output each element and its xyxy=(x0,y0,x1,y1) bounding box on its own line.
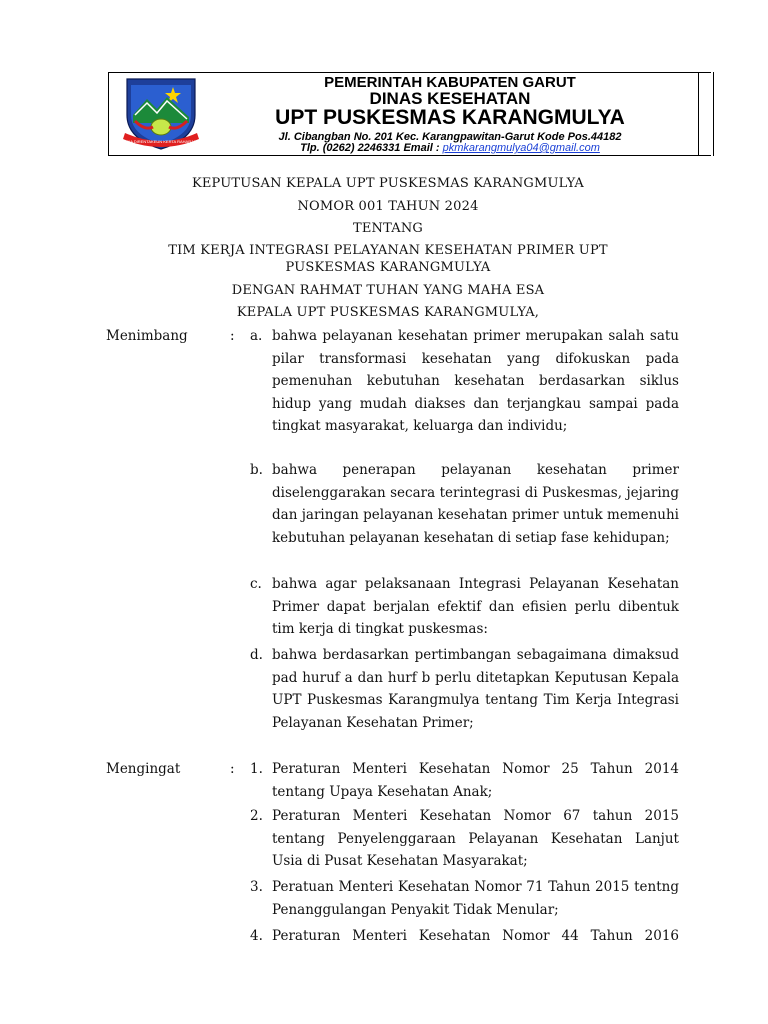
mengingat-label: Mengingat xyxy=(106,761,181,777)
logo-motto: DIA DIRENTAKEUN KERTA RAHARJA xyxy=(126,139,196,144)
mengingat-marker-2: 2. xyxy=(250,808,263,824)
email-link[interactable]: pkmkarangmulya04@gmail.com xyxy=(442,142,600,154)
decree-about: TENTANG xyxy=(352,221,424,236)
decree-subject-line2: PUSKESMAS KARANGMULYA xyxy=(285,260,491,275)
menimbang-marker-a: a. xyxy=(250,328,263,344)
email-label: Email : xyxy=(403,142,443,154)
garut-regency-logo xyxy=(121,75,201,151)
address-line: Jl. Cibangban No. 201 Kec. Karangpawitan-Garut Kode Pos.44182 xyxy=(278,131,622,143)
mengingat-item-4: Peraturan Menteri Kesehatan Nomor 44 Tahun 2016 xyxy=(272,928,679,944)
mengingat-item-1: Peraturan Menteri Kesehatan Nomor 25 Tahun 2014 tentang Upaya Kesehatan Anak; xyxy=(272,761,679,800)
issuer: KEPALA UPT PUSKESMAS KARANGMULYA, xyxy=(236,305,540,320)
decree-subject-line1: TIM KERJA INTEGRASI PELAYANAN KESEHATAN PRIMER UPT xyxy=(168,243,608,258)
menimbang-label: Menimbang xyxy=(106,328,188,344)
mengingat-colon: : xyxy=(230,761,235,777)
mengingat-item-3: Peratuan Menteri Kesehatan Nomor 71 Tahun 2015 tentng Penanggulangan Penyakit Tidak Menular; xyxy=(272,879,679,918)
phone-text: Tlp. (0262) 2246331 xyxy=(300,142,404,154)
letterhead-text xyxy=(205,73,695,154)
invocation: DENGAN RAHMAT TUHAN YANG MAHA ESA xyxy=(231,283,545,298)
government-name: PEMERINTAH KABUPATEN GARUT xyxy=(324,74,576,91)
mengingat-marker-4: 4. xyxy=(250,928,263,944)
decree-title: KEPUTUSAN KEPALA UPT PUSKESMAS KARANGMULYA xyxy=(191,176,585,191)
mengingat-marker-1: 1. xyxy=(250,761,263,777)
department-name: DINAS KESEHATAN xyxy=(369,89,531,108)
menimbang-marker-d: d. xyxy=(250,647,263,663)
menimbang-item-a: bahwa pelayanan kesehatan primer merupakan salah satu pilar transformasi kesehatan yang difokuskan pada pemenuhan kebutuhan kesehatan berdasarkan siklus hidup yang mudah diakses dan terjangkau sampai pada tingkat masyarakat, keluarga dan individu; xyxy=(272,328,679,434)
menimbang-item-d: bahwa berdasarkan pertimbangan sebagaimana dimaksud pad huruf a dan hurf b perlu ditetapkan Keputusan Kepala UPT Puskesmas Karangmulya tentang Tim Kerja Integrasi Pelayanan Kesehatan Primer; xyxy=(272,647,679,731)
mengingat-item-2: Peraturan Menteri Kesehatan Nomor 67 tahun 2015 tentang Penyelenggaraan Pelayanan Kesehatan Lanjut Usia di Pusat Kesehatan Masyarakat; xyxy=(272,808,679,869)
menimbang-item-b: bahwa penerapan pelayanan kesehatan primer diselenggarakan secara terintegrasi di Puskesmas, jejaring dan jaringan pelayanan kesehatan primer untuk memenuhi kebutuhan pelayanan kesehatan di setiap fase kehidupan; xyxy=(272,462,679,546)
letterhead xyxy=(108,72,711,156)
menimbang-marker-b: b. xyxy=(250,462,263,478)
menimbang-colon: : xyxy=(230,328,235,344)
institution-name: UPT PUSKESMAS KARANGMULYA xyxy=(275,106,625,129)
decree-number: NOMOR 001 TAHUN 2024 xyxy=(297,199,479,214)
menimbang-marker-c: c. xyxy=(250,576,262,592)
contact-line xyxy=(205,142,695,154)
mengingat-marker-3: 3. xyxy=(250,879,263,895)
menimbang-item-c: bahwa agar pelaksanaan Integrasi Pelayanan Kesehatan Primer dapat berjalan efektif dan efisien perlu dibentuk tim kerja di tingkat puskesmas: xyxy=(272,576,679,637)
